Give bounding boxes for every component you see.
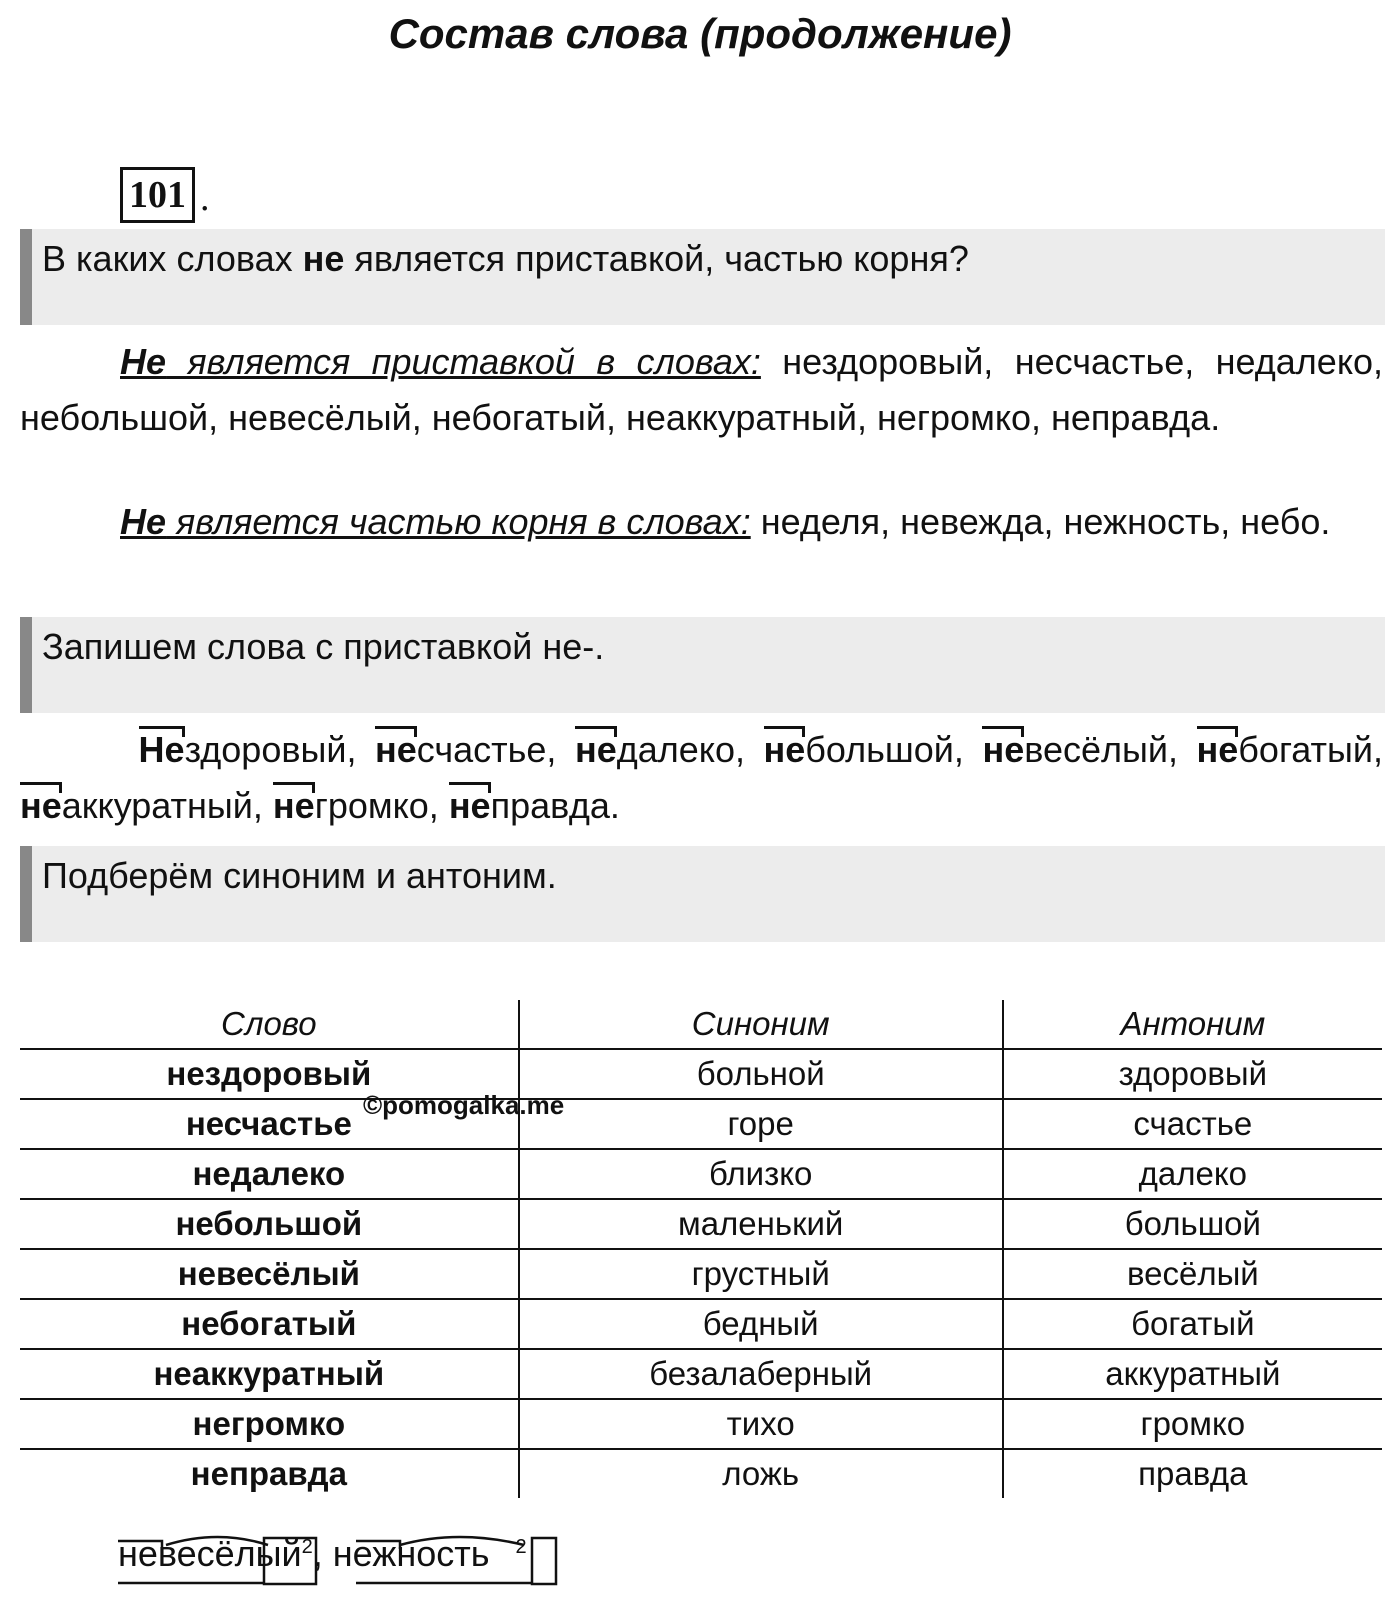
cell-antonym: громко [1003,1399,1382,1449]
cell-antonym: далеко [1003,1149,1382,1199]
cell-word: недалеко [20,1149,519,1199]
word-rest: большой [805,729,954,770]
morpheme-word-1-ending: ый [255,1533,302,1574]
prefix-mark-2 [356,1541,400,1549]
cell-word: неаккуратный [20,1349,519,1399]
prefix-ne: не [764,722,806,778]
morpheme-analysis: невесёлый$^2$, нежность $^2$ [118,1533,527,1575]
prefixed-word: невесёлый, [982,729,1196,770]
cell-synonym: близко [519,1149,1003,1199]
prefix-ne: не [575,722,617,778]
cell-synonym: горе [519,1099,1003,1149]
answer-label-prefix: Не является приставкой в словах: [120,341,761,382]
table-row [20,1049,1382,1099]
cell-synonym: маленький [519,1199,1003,1249]
cell-word: несчастье [20,1099,519,1149]
prefixed-word: недалеко, [575,729,764,770]
table-row [20,1149,1382,1199]
cell-synonym: бедный [519,1299,1003,1349]
cell-antonym: весёлый [1003,1249,1382,1299]
cell-word: небогатый [20,1299,519,1349]
header-antonym: Антоним [1003,1000,1382,1049]
cell-word: неправда [20,1449,519,1498]
answer-prefix-words: нездоровый, несчастье, недалеко, небольшой, невесёлый, небогатый, неаккуратный, негромко, неправда. [20,341,1384,438]
table-row [20,1349,1382,1399]
cell-synonym: ложь [519,1449,1003,1498]
cell-antonym: здоровый [1003,1049,1382,1099]
table-header-row [20,1000,1382,1049]
answer-root-paragraph [20,494,1383,550]
prefixed-word: негромко, [273,785,449,826]
cell-synonym: грустный [519,1249,1003,1299]
bold-ne: не [302,238,345,279]
cell-antonym: богатый [1003,1299,1382,1349]
ending-box-2 [532,1538,556,1584]
task-question-2: Запишем слова с приставкой не-. [20,617,1385,713]
word-rest: богатый [1238,729,1373,770]
table-row [20,1299,1382,1349]
table-row [20,1399,1382,1449]
cell-antonym: аккуратный [1003,1349,1382,1399]
word-rest: счастье [416,729,547,770]
cell-antonym: большой [1003,1199,1382,1249]
exercise-number: 101 [120,167,195,223]
header-word: Слово [221,1005,317,1042]
watermark: ©pomogalka.me [363,1090,565,1120]
morpheme-word-2: нежность [332,1533,490,1574]
word-rest: далеко [616,729,735,770]
page-title: Состав слова (продолжение) [388,10,1012,57]
root-arc-2 [400,1537,524,1545]
cell-synonym: тихо [519,1399,1003,1449]
ending-box-1 [264,1538,316,1584]
prefix-ne: Не [139,722,185,778]
cell-word: невесёлый [20,1249,519,1299]
cell-antonym: счастье [1003,1099,1382,1149]
table-row [20,1099,1382,1149]
prefix-ne: не [449,778,491,834]
cell-synonym: безалаберный [519,1349,1003,1399]
cell-antonym: правда [1003,1449,1382,1498]
task-question-1: В каких словах не является приставкой, частью корня? [20,229,1385,325]
word-rest: здоровый [184,729,347,770]
prefix-ne: не [375,722,417,778]
answer-prefix-paragraph [20,334,1383,446]
table-row [20,1449,1382,1498]
prefix-ne: не [1197,722,1239,778]
prefixed-word: несчастье, [375,729,575,770]
word-rest: весёлый [1024,729,1168,770]
prefix-ne: не [20,778,62,834]
morpheme-sup-2: 2 [515,1536,527,1558]
prefixed-word: Нездоровый, [139,729,375,770]
cell-word: небольшой [20,1199,519,1249]
prefix-mark-1 [118,1541,162,1549]
synonym-antonym-table [20,1000,1382,1498]
word-rest: правда [490,785,610,826]
cell-word: негромко [20,1399,519,1449]
prefix-ne: не [273,778,315,834]
task-question-3: Подберём синоним и антоним. [20,846,1385,942]
table-row [20,1199,1382,1249]
morpheme-word-1-stem: невесёл [118,1533,256,1574]
table-row [20,1249,1382,1299]
morpheme-marks [118,1533,598,1593]
prefixed-word: неаккуратный, [20,785,273,826]
prefix-ne: не [982,722,1024,778]
morpheme-sup-1: 2 [301,1536,313,1558]
header-synonym: Синоним [519,1000,1003,1049]
root-arc-1 [166,1537,268,1545]
exercise-number-dot: . [200,177,210,219]
cell-synonym: больной [519,1049,1003,1099]
answer-label-root: Не является частью корня в словах: [120,501,751,542]
answer-root-words: неделя, невежда, нежность, небо. [750,501,1331,542]
word-rest: аккуратный [61,785,253,826]
prefixed-word: небольшой, [764,729,983,770]
cell-word: нездоровый [20,1049,519,1099]
prefixed-word: неправда. [449,785,620,826]
prefixed-words-paragraph [20,722,1383,834]
word-rest: громко [314,785,429,826]
prefixed-word: небогатый, [1197,729,1383,770]
